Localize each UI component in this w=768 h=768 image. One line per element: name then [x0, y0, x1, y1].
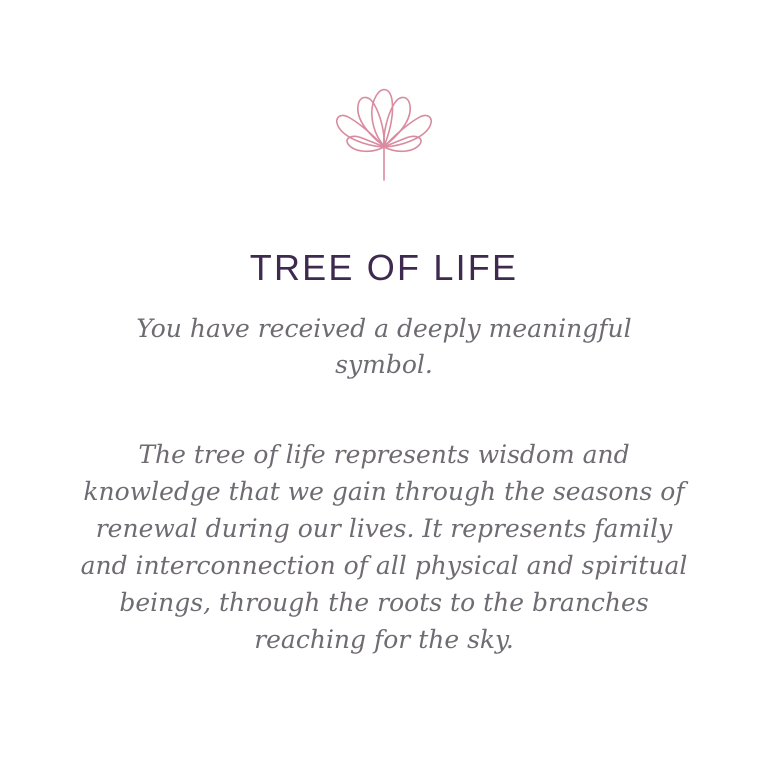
page-title: TREE OF LIFE: [249, 247, 519, 288]
subtitle-text: You have received a deeply meaningful symbol.: [136, 314, 632, 380]
lotus-flower-line-icon: [304, 74, 464, 194]
description-text: The tree of life represents wisdom and knowledge that we gain through the seasons of renewal during our lives. It represents family and interconnection of all physical and spiritual beings, through the roots to the branches reaching for the sky.: [80, 439, 688, 654]
